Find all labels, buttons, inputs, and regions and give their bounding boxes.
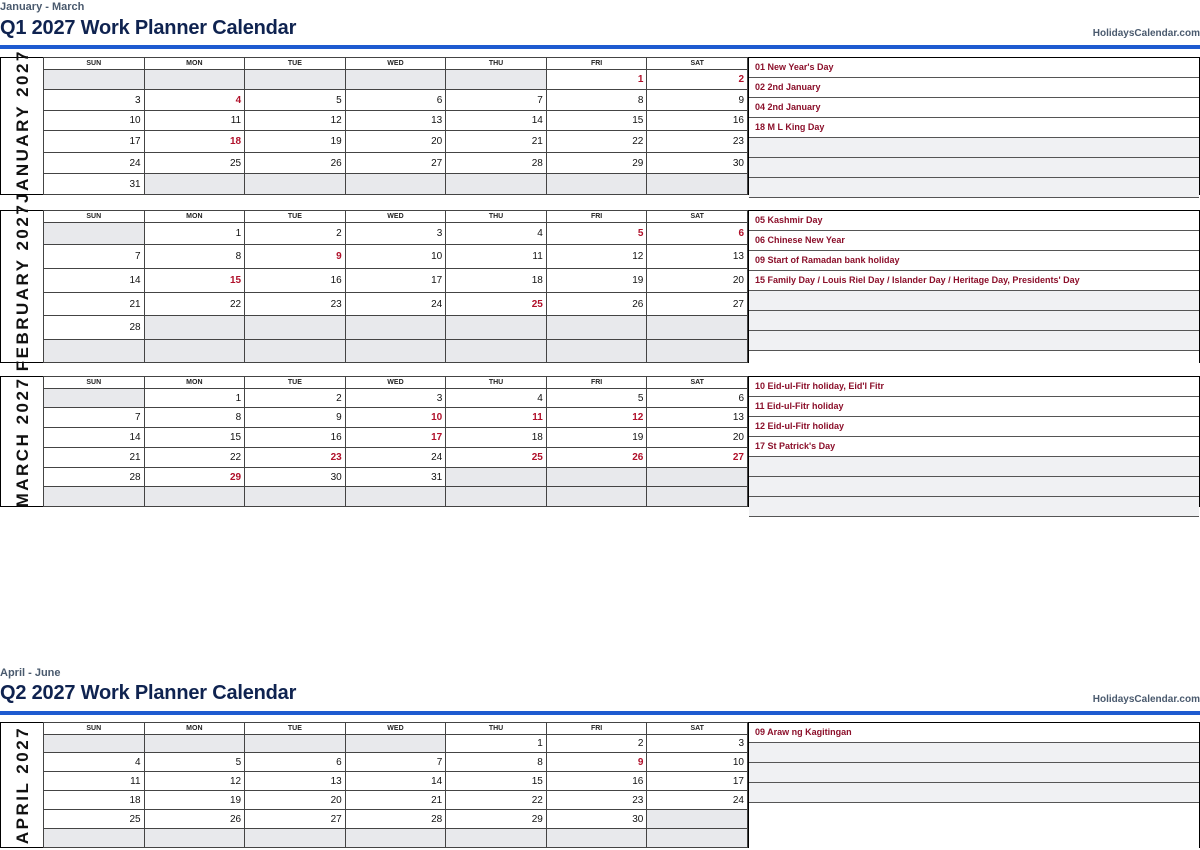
holiday-note-line: [749, 477, 1199, 497]
title-rule: [0, 45, 1200, 49]
empty-day-cell: [245, 735, 346, 753]
month-calendar-grid: [43, 722, 748, 848]
day-cell[interactable]: 21: [446, 131, 547, 153]
empty-day-cell: [345, 735, 446, 753]
empty-day-cell: [546, 316, 647, 340]
day-cell[interactable]: 16: [245, 269, 346, 293]
week-row: [44, 428, 748, 448]
week-row: [44, 753, 748, 772]
empty-day-cell: [144, 70, 245, 90]
empty-day-cell: [546, 468, 647, 487]
week-row: [44, 316, 748, 340]
holiday-note-line: [749, 158, 1199, 178]
holiday-day-cell[interactable]: 9: [245, 245, 346, 269]
day-cell[interactable]: 7: [44, 245, 145, 269]
holiday-note-line: [749, 743, 1199, 763]
holiday-day-cell[interactable]: 18: [144, 131, 245, 153]
day-cell[interactable]: 26: [245, 153, 346, 174]
week-row: [44, 153, 748, 174]
day-cell[interactable]: 13: [345, 111, 446, 131]
empty-day-cell: [647, 316, 748, 340]
day-cell[interactable]: 23: [245, 293, 346, 316]
day-cell[interactable]: 27: [245, 810, 346, 829]
empty-day-cell: [345, 174, 446, 195]
month-label-text: APRIL 2027: [12, 725, 32, 845]
holiday-note-line: [749, 138, 1199, 158]
holiday-entry: 10 Eid-ul-Fitr holiday, Eid'l Fitr: [749, 377, 1199, 397]
empty-day-cell: [647, 468, 748, 487]
weekday-header: THU: [446, 211, 547, 223]
holiday-entry: 11 Eid-ul-Fitr holiday: [749, 397, 1199, 417]
holiday-list: [748, 722, 1200, 848]
empty-day-cell: [44, 487, 145, 507]
week-row: [44, 791, 748, 810]
holiday-day-cell[interactable]: 25: [446, 293, 547, 316]
day-cell[interactable]: 24: [345, 293, 446, 316]
day-cell[interactable]: 4: [44, 753, 145, 772]
empty-day-cell: [647, 487, 748, 507]
day-cell[interactable]: 15: [546, 111, 647, 131]
holiday-note-line: [749, 331, 1199, 351]
day-cell[interactable]: 26: [144, 810, 245, 829]
weekday-header: THU: [446, 723, 547, 735]
day-cell[interactable]: 30: [647, 153, 748, 174]
holiday-day-cell[interactable]: 12: [546, 408, 647, 428]
day-cell[interactable]: 28: [44, 316, 145, 340]
holiday-note-line: [749, 291, 1199, 311]
empty-day-cell: [446, 487, 547, 507]
day-cell[interactable]: 5: [546, 389, 647, 408]
week-row: [44, 772, 748, 791]
empty-day-cell: [144, 316, 245, 340]
weekday-header: WED: [345, 723, 446, 735]
empty-day-cell: [144, 340, 245, 363]
day-cell[interactable]: 28: [446, 153, 547, 174]
day-cell[interactable]: 30: [546, 810, 647, 829]
day-cell[interactable]: 13: [647, 408, 748, 428]
holiday-day-cell[interactable]: 23: [245, 448, 346, 468]
holiday-list: [748, 57, 1200, 195]
day-cell[interactable]: 7: [446, 90, 547, 111]
day-cell[interactable]: 25: [144, 153, 245, 174]
weekday-header: SAT: [647, 58, 748, 70]
day-cell[interactable]: 20: [345, 131, 446, 153]
day-cell[interactable]: 18: [446, 269, 547, 293]
day-cell[interactable]: 5: [144, 753, 245, 772]
holiday-note-line: [749, 497, 1199, 517]
empty-day-cell: [144, 174, 245, 195]
week-row: [44, 448, 748, 468]
day-cell[interactable]: 27: [647, 293, 748, 316]
day-cell[interactable]: 30: [245, 468, 346, 487]
weekday-header: SAT: [647, 723, 748, 735]
holiday-entry: 12 Eid-ul-Fitr holiday: [749, 417, 1199, 437]
day-cell[interactable]: 10: [647, 753, 748, 772]
day-cell[interactable]: 3: [345, 389, 446, 408]
weekday-header: SUN: [44, 723, 145, 735]
weekday-header: MON: [144, 58, 245, 70]
day-cell[interactable]: 22: [144, 293, 245, 316]
week-row: [44, 735, 748, 753]
empty-day-cell: [144, 735, 245, 753]
day-cell[interactable]: 19: [546, 269, 647, 293]
weekday-header: SUN: [44, 377, 145, 389]
week-row: [44, 829, 748, 848]
day-cell[interactable]: 22: [144, 448, 245, 468]
holiday-day-cell[interactable]: 15: [144, 269, 245, 293]
holiday-day-cell[interactable]: 26: [546, 448, 647, 468]
day-cell[interactable]: 21: [44, 448, 145, 468]
day-cell[interactable]: 6: [647, 389, 748, 408]
day-cell[interactable]: 4: [446, 223, 547, 245]
empty-day-cell: [245, 316, 346, 340]
day-cell[interactable]: 24: [647, 791, 748, 810]
empty-day-cell: [647, 829, 748, 848]
day-cell[interactable]: 20: [245, 791, 346, 810]
empty-day-cell: [446, 174, 547, 195]
day-cell[interactable]: 7: [44, 408, 145, 428]
empty-day-cell: [245, 340, 346, 363]
quarter-range: January - March: [0, 1, 85, 13]
site-credit[interactable]: HolidaysCalendar.com: [1092, 694, 1200, 705]
day-cell[interactable]: 10: [44, 111, 145, 131]
day-cell[interactable]: 13: [245, 772, 346, 791]
empty-day-cell: [245, 829, 346, 848]
month-calendar-grid: [43, 376, 748, 507]
empty-day-cell: [446, 340, 547, 363]
month-label-text: FEBRUARY 2027: [12, 202, 32, 371]
month-block: [0, 202, 1200, 371]
holiday-day-cell[interactable]: 4: [144, 90, 245, 111]
day-cell[interactable]: 20: [647, 269, 748, 293]
day-cell[interactable]: 22: [546, 131, 647, 153]
day-cell[interactable]: 6: [345, 90, 446, 111]
week-row: [44, 269, 748, 293]
holiday-entry: 17 St Patrick's Day: [749, 437, 1199, 457]
weekday-header: MON: [144, 211, 245, 223]
day-cell[interactable]: 9: [245, 408, 346, 428]
day-cell[interactable]: 3: [345, 223, 446, 245]
site-credit[interactable]: HolidaysCalendar.com: [1092, 28, 1200, 39]
weekday-header-row: [44, 58, 748, 70]
weekday-header: SAT: [647, 211, 748, 223]
day-cell[interactable]: 1: [446, 735, 547, 753]
holiday-entry: 06 Chinese New Year: [749, 231, 1199, 251]
holiday-entry: 15 Family Day / Louis Riel Day / Islander Day / Heritage Day, Presidents' Day: [749, 271, 1199, 291]
holiday-note-line: [749, 457, 1199, 477]
week-row: [44, 174, 748, 195]
day-cell[interactable]: 10: [345, 245, 446, 269]
empty-day-cell: [446, 468, 547, 487]
weekday-header: TUE: [245, 723, 346, 735]
day-cell[interactable]: 28: [44, 468, 145, 487]
day-cell[interactable]: 17: [345, 269, 446, 293]
empty-day-cell: [44, 223, 145, 245]
empty-day-cell: [446, 316, 547, 340]
day-cell[interactable]: 1: [144, 223, 245, 245]
empty-day-cell: [546, 487, 647, 507]
day-cell[interactable]: 24: [44, 153, 145, 174]
weekday-header: TUE: [245, 211, 346, 223]
weekday-header: WED: [345, 377, 446, 389]
holiday-day-cell[interactable]: 11: [446, 408, 547, 428]
holiday-entry: 01 New Year's Day: [749, 58, 1199, 78]
month-calendar-grid: [43, 210, 748, 363]
day-cell[interactable]: 2: [245, 223, 346, 245]
holiday-day-cell[interactable]: 10: [345, 408, 446, 428]
day-cell[interactable]: 15: [144, 428, 245, 448]
week-row: [44, 408, 748, 428]
empty-day-cell: [144, 487, 245, 507]
holiday-day-cell[interactable]: 29: [144, 468, 245, 487]
holiday-day-cell[interactable]: 5: [546, 223, 647, 245]
day-cell[interactable]: 19: [144, 791, 245, 810]
day-cell[interactable]: 8: [546, 90, 647, 111]
day-cell[interactable]: 18: [44, 791, 145, 810]
day-cell[interactable]: 11: [446, 245, 547, 269]
day-cell[interactable]: 21: [44, 293, 145, 316]
day-cell[interactable]: 18: [446, 428, 547, 448]
day-cell[interactable]: 7: [345, 753, 446, 772]
week-row: [44, 70, 748, 90]
empty-day-cell: [245, 487, 346, 507]
week-row: [44, 90, 748, 111]
week-row: [44, 111, 748, 131]
day-cell[interactable]: 12: [144, 772, 245, 791]
empty-day-cell: [647, 340, 748, 363]
empty-day-cell: [647, 174, 748, 195]
empty-day-cell: [345, 340, 446, 363]
empty-day-cell: [345, 487, 446, 507]
week-row: [44, 223, 748, 245]
weekday-header: WED: [345, 58, 446, 70]
day-cell[interactable]: 26: [546, 293, 647, 316]
empty-day-cell: [647, 810, 748, 829]
holiday-day-cell[interactable]: 1: [546, 70, 647, 90]
day-cell[interactable]: 19: [546, 428, 647, 448]
holiday-note-line: [749, 783, 1199, 803]
weekday-header: SAT: [647, 377, 748, 389]
empty-day-cell: [245, 174, 346, 195]
day-cell[interactable]: 8: [144, 245, 245, 269]
day-cell[interactable]: 15: [446, 772, 547, 791]
day-cell[interactable]: 17: [647, 772, 748, 791]
month-label: [0, 49, 44, 203]
title-rule: [0, 711, 1200, 715]
day-cell[interactable]: 25: [44, 810, 145, 829]
day-cell[interactable]: 22: [446, 791, 547, 810]
day-cell[interactable]: 8: [446, 753, 547, 772]
day-cell[interactable]: 17: [44, 131, 145, 153]
weekday-header: TUE: [245, 377, 346, 389]
week-row: [44, 245, 748, 269]
day-cell[interactable]: 21: [345, 791, 446, 810]
day-cell[interactable]: 31: [44, 174, 145, 195]
weekday-header: WED: [345, 211, 446, 223]
weekday-header: TUE: [245, 58, 346, 70]
empty-day-cell: [44, 735, 145, 753]
holiday-day-cell[interactable]: 25: [446, 448, 547, 468]
day-cell[interactable]: 16: [245, 428, 346, 448]
day-cell[interactable]: 2: [245, 389, 346, 408]
month-calendar-grid: [43, 57, 748, 195]
day-cell[interactable]: 14: [446, 111, 547, 131]
weekday-header: SUN: [44, 58, 145, 70]
month-label: [0, 202, 44, 371]
holiday-entry: 05 Kashmir Day: [749, 211, 1199, 231]
day-cell[interactable]: 31: [345, 468, 446, 487]
empty-day-cell: [446, 829, 547, 848]
holiday-entry: 18 M L King Day: [749, 118, 1199, 138]
month-block: [0, 49, 1200, 203]
holiday-note-line: [749, 311, 1199, 331]
weekday-header: FRI: [546, 211, 647, 223]
day-cell[interactable]: 14: [44, 428, 145, 448]
empty-day-cell: [345, 316, 446, 340]
weekday-header: FRI: [546, 723, 647, 735]
day-cell[interactable]: 4: [446, 389, 547, 408]
month-label-text: MARCH 2027: [12, 376, 32, 507]
week-row: [44, 389, 748, 408]
day-cell[interactable]: 5: [245, 90, 346, 111]
empty-day-cell: [345, 829, 446, 848]
month-label: [0, 722, 44, 848]
day-cell[interactable]: 23: [647, 131, 748, 153]
day-cell[interactable]: 29: [446, 810, 547, 829]
day-cell[interactable]: 1: [144, 389, 245, 408]
month-label-text: JANUARY 2027: [12, 49, 32, 203]
holiday-note-line: [749, 763, 1199, 783]
month-block: [0, 376, 1200, 507]
empty-day-cell: [44, 340, 145, 363]
holiday-day-cell[interactable]: 2: [647, 70, 748, 90]
holiday-note-line: [749, 178, 1199, 198]
empty-day-cell: [245, 70, 346, 90]
empty-day-cell: [446, 70, 547, 90]
weekday-header-row: [44, 211, 748, 223]
day-cell[interactable]: 3: [44, 90, 145, 111]
day-cell[interactable]: 9: [647, 90, 748, 111]
day-cell[interactable]: 14: [44, 269, 145, 293]
empty-day-cell: [546, 829, 647, 848]
weekday-header: THU: [446, 377, 547, 389]
weekday-header: FRI: [546, 377, 647, 389]
day-cell[interactable]: 11: [144, 111, 245, 131]
empty-day-cell: [546, 340, 647, 363]
day-cell[interactable]: 13: [647, 245, 748, 269]
day-cell[interactable]: 16: [647, 111, 748, 131]
holiday-list: [748, 376, 1200, 507]
holiday-list: [748, 210, 1200, 363]
empty-day-cell: [345, 70, 446, 90]
weekday-header-row: [44, 723, 748, 735]
holiday-day-cell[interactable]: 9: [546, 753, 647, 772]
day-cell[interactable]: 19: [245, 131, 346, 153]
day-cell[interactable]: 23: [546, 791, 647, 810]
holiday-entry: 09 Araw ng Kagitingan: [749, 723, 1199, 743]
empty-day-cell: [44, 389, 145, 408]
week-row: [44, 293, 748, 316]
day-cell[interactable]: 24: [345, 448, 446, 468]
month-label: [0, 376, 44, 507]
empty-day-cell: [144, 829, 245, 848]
holiday-day-cell[interactable]: 27: [647, 448, 748, 468]
day-cell[interactable]: 2: [546, 735, 647, 753]
month-block: [0, 722, 1200, 848]
holiday-entry: 09 Start of Ramadan bank holiday: [749, 251, 1199, 271]
weekday-header-row: [44, 377, 748, 389]
day-cell[interactable]: 11: [44, 772, 145, 791]
empty-day-cell: [44, 829, 145, 848]
week-row: [44, 810, 748, 829]
day-cell[interactable]: 12: [546, 245, 647, 269]
weekday-header: MON: [144, 723, 245, 735]
day-cell[interactable]: 20: [647, 428, 748, 448]
week-row: [44, 487, 748, 507]
weekday-header: SUN: [44, 211, 145, 223]
holiday-entry: 02 2nd January: [749, 78, 1199, 98]
day-cell[interactable]: 8: [144, 408, 245, 428]
holiday-day-cell[interactable]: 6: [647, 223, 748, 245]
week-row: [44, 468, 748, 487]
day-cell[interactable]: 27: [345, 153, 446, 174]
day-cell[interactable]: 28: [345, 810, 446, 829]
day-cell[interactable]: 14: [345, 772, 446, 791]
weekday-header: FRI: [546, 58, 647, 70]
empty-day-cell: [546, 174, 647, 195]
weekday-header: THU: [446, 58, 547, 70]
holiday-entry: 04 2nd January: [749, 98, 1199, 118]
empty-day-cell: [44, 70, 145, 90]
week-row: [44, 131, 748, 153]
quarter-title: Q2 2027 Work Planner Calendar: [0, 682, 297, 704]
week-row: [44, 340, 748, 363]
day-cell[interactable]: 3: [647, 735, 748, 753]
day-cell[interactable]: 6: [245, 753, 346, 772]
quarter-title: Q1 2027 Work Planner Calendar: [0, 17, 297, 39]
day-cell[interactable]: 29: [546, 153, 647, 174]
quarter-range: April - June: [0, 667, 61, 679]
holiday-day-cell[interactable]: 17: [345, 428, 446, 448]
weekday-header: MON: [144, 377, 245, 389]
day-cell[interactable]: 12: [245, 111, 346, 131]
day-cell[interactable]: 16: [546, 772, 647, 791]
